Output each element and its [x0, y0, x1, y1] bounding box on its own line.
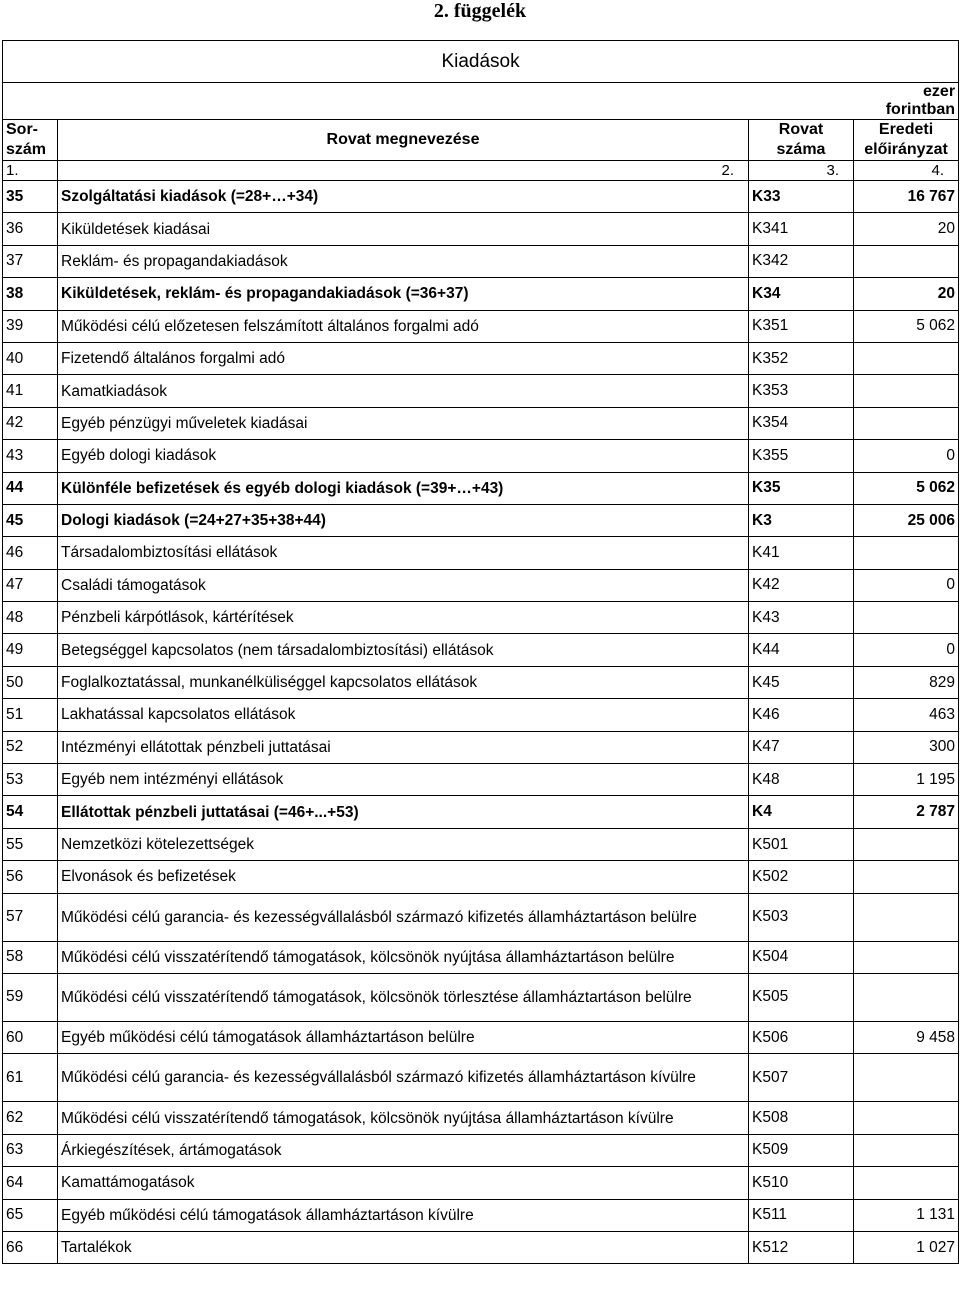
table-row	[3, 796, 959, 828]
row-value	[854, 407, 959, 439]
row-code: K354	[749, 407, 854, 439]
table-row	[3, 342, 959, 374]
table-row	[3, 602, 959, 634]
row-name: Reklám- és propagandakiadások	[58, 245, 749, 277]
table-row	[3, 1102, 959, 1134]
row-value	[854, 1102, 959, 1134]
column-number-3: 3.	[749, 161, 854, 181]
row-value	[854, 828, 959, 860]
row-code: K503	[749, 893, 854, 941]
table-row	[3, 828, 959, 860]
row-number: 45	[3, 504, 58, 536]
row-number: 37	[3, 245, 58, 277]
row-code: K504	[749, 941, 854, 973]
row-number: 56	[3, 861, 58, 893]
table-row	[3, 1199, 959, 1231]
row-value: 5 062	[854, 472, 959, 504]
row-name: Működési célú visszatérítendő támogatások, kölcsönök nyújtása államháztartáson belülre	[58, 941, 749, 973]
row-code: K41	[749, 537, 854, 569]
row-name: Működési célú garancia- és kezességvállalásból származó kifizetés államháztartáson kívülre	[58, 1054, 749, 1102]
row-number: 43	[3, 440, 58, 472]
column-number-1: 1.	[3, 161, 58, 181]
row-code: K342	[749, 245, 854, 277]
row-value	[854, 893, 959, 941]
table-row	[3, 1021, 959, 1053]
row-value	[854, 375, 959, 407]
row-name: Nemzetközi kötelezettségek	[58, 828, 749, 860]
row-name: Kiküldetések kiadásai	[58, 213, 749, 245]
row-name: Dologi kiadások (=24+27+35+38+44)	[58, 504, 749, 536]
row-number: 65	[3, 1199, 58, 1231]
row-number: 36	[3, 213, 58, 245]
header-rovat-szama-line1: Rovat	[778, 121, 824, 138]
table-row	[3, 181, 959, 213]
row-number: 49	[3, 634, 58, 666]
table-row	[3, 861, 959, 893]
table-row	[3, 245, 959, 277]
row-code: K48	[749, 764, 854, 796]
header-rovat-megnevezese: Rovat megnevezése	[58, 120, 749, 161]
header-rovat-szama-line2: száma	[776, 141, 826, 158]
row-code: K507	[749, 1054, 854, 1102]
row-value	[854, 1167, 959, 1199]
header-eredeti-eloiranyzat-line2: előirányzat	[864, 141, 948, 158]
row-number: 58	[3, 941, 58, 973]
table-row	[3, 504, 959, 536]
unit-label: ezer forintban	[854, 83, 959, 120]
header-rovat-szama	[749, 120, 854, 161]
row-value: 2 787	[854, 796, 959, 828]
row-number: 54	[3, 796, 58, 828]
row-code: K34	[749, 278, 854, 310]
row-value	[854, 973, 959, 1021]
row-value: 1 195	[854, 764, 959, 796]
row-name: Működési célú visszatérítendő támogatások, kölcsönök nyújtása államháztartáson kívülre	[58, 1102, 749, 1134]
row-value: 16 767	[854, 181, 959, 213]
row-value: 9 458	[854, 1021, 959, 1053]
table-row	[3, 731, 959, 763]
row-number: 55	[3, 828, 58, 860]
row-name: Árkiegészítések, ártámogatások	[58, 1134, 749, 1166]
row-code: K355	[749, 440, 854, 472]
table-row	[3, 375, 959, 407]
header-eredeti-eloiranyzat	[854, 120, 959, 161]
row-code: K44	[749, 634, 854, 666]
row-value: 300	[854, 731, 959, 763]
row-code: K508	[749, 1102, 854, 1134]
row-number: 52	[3, 731, 58, 763]
table-row	[3, 699, 959, 731]
header-sorszam-line1: Sor-	[6, 121, 38, 138]
row-value: 1 027	[854, 1231, 959, 1263]
row-number: 66	[3, 1231, 58, 1263]
header-sorszam	[3, 120, 58, 161]
row-code: K509	[749, 1134, 854, 1166]
row-value: 25 006	[854, 504, 959, 536]
row-value: 0	[854, 440, 959, 472]
row-number: 42	[3, 407, 58, 439]
row-value: 5 062	[854, 310, 959, 342]
row-value	[854, 1134, 959, 1166]
row-code: K510	[749, 1167, 854, 1199]
table-row	[3, 310, 959, 342]
row-code: K511	[749, 1199, 854, 1231]
row-number: 46	[3, 537, 58, 569]
row-name: Kamatkiadások	[58, 375, 749, 407]
row-value: 829	[854, 666, 959, 698]
row-name: Foglalkoztatással, munkanélküliséggel kapcsolatos ellátások	[58, 666, 749, 698]
row-code: K46	[749, 699, 854, 731]
table-row	[3, 1231, 959, 1263]
row-name: Egyéb működési célú támogatások államháztartáson kívülre	[58, 1199, 749, 1231]
row-number: 61	[3, 1054, 58, 1102]
row-name: Tartalékok	[58, 1231, 749, 1263]
row-name: Pénzbeli kárpótlások, kártérítések	[58, 602, 749, 634]
header-eredeti-eloiranyzat-line1: Eredeti	[878, 121, 934, 138]
row-number: 50	[3, 666, 58, 698]
row-number: 47	[3, 569, 58, 601]
table-row	[3, 569, 959, 601]
column-number-2: 2.	[58, 161, 749, 181]
row-number: 51	[3, 699, 58, 731]
row-name: Kiküldetések, reklám- és propagandakiadások (=36+37)	[58, 278, 749, 310]
row-name: Társadalombiztosítási ellátások	[58, 537, 749, 569]
row-code: K3	[749, 504, 854, 536]
row-name: Intézményi ellátottak pénzbeli juttatásai	[58, 731, 749, 763]
table-row	[3, 1054, 959, 1102]
row-name: Fizetendő általános forgalmi adó	[58, 342, 749, 374]
row-value: 20	[854, 278, 959, 310]
row-code: K33	[749, 181, 854, 213]
row-name: Egyéb nem intézményi ellátások	[58, 764, 749, 796]
table-row	[3, 634, 959, 666]
row-code: K505	[749, 973, 854, 1021]
row-name: Különféle befizetések és egyéb dologi kiadások (=39+…+43)	[58, 472, 749, 504]
row-code: K4	[749, 796, 854, 828]
row-code: K47	[749, 731, 854, 763]
row-number: 64	[3, 1167, 58, 1199]
row-value	[854, 1054, 959, 1102]
table-row	[3, 666, 959, 698]
row-name: Működési célú visszatérítendő támogatások, kölcsönök törlesztése államháztartáson belülre	[58, 973, 749, 1021]
row-name: Betegséggel kapcsolatos (nem társadalombiztosítási) ellátások	[58, 634, 749, 666]
row-number: 62	[3, 1102, 58, 1134]
row-code: K341	[749, 213, 854, 245]
row-number: 60	[3, 1021, 58, 1053]
table-row	[3, 537, 959, 569]
row-name: Működési célú garancia- és kezességvállalásból származó kifizetés államháztartáson belülre	[58, 893, 749, 941]
row-name: Egyéb pénzügyi műveletek kiadásai	[58, 407, 749, 439]
unit-row	[3, 83, 959, 120]
row-code: K512	[749, 1231, 854, 1263]
row-code: K502	[749, 861, 854, 893]
table-row	[3, 213, 959, 245]
table-row	[3, 1134, 959, 1166]
column-number-row	[3, 161, 959, 181]
table-row	[3, 1167, 959, 1199]
row-number: 59	[3, 973, 58, 1021]
table-row	[3, 407, 959, 439]
row-code: K506	[749, 1021, 854, 1053]
row-value: 0	[854, 634, 959, 666]
table-row	[3, 893, 959, 941]
row-number: 35	[3, 181, 58, 213]
row-number: 53	[3, 764, 58, 796]
unit-spacer	[3, 83, 854, 120]
row-name: Lakhatással kapcsolatos ellátások	[58, 699, 749, 731]
row-name: Működési célú előzetesen felszámított általános forgalmi adó	[58, 310, 749, 342]
table-row	[3, 278, 959, 310]
row-value: 20	[854, 213, 959, 245]
column-number-4: 4.	[854, 161, 959, 181]
row-code: K501	[749, 828, 854, 860]
expenditure-table	[2, 40, 959, 1264]
row-code: K35	[749, 472, 854, 504]
row-number: 39	[3, 310, 58, 342]
row-name: Egyéb dologi kiadások	[58, 440, 749, 472]
table-row	[3, 973, 959, 1021]
row-number: 41	[3, 375, 58, 407]
row-name: Elvonások és befizetések	[58, 861, 749, 893]
row-code: K45	[749, 666, 854, 698]
table-title: Kiadások	[3, 41, 959, 83]
table-body	[3, 41, 959, 1264]
table-row	[3, 941, 959, 973]
table-title-row	[3, 41, 959, 83]
row-code: K353	[749, 375, 854, 407]
row-value	[854, 537, 959, 569]
row-value: 1 131	[854, 1199, 959, 1231]
row-code: K352	[749, 342, 854, 374]
row-value	[854, 342, 959, 374]
row-number: 44	[3, 472, 58, 504]
row-number: 48	[3, 602, 58, 634]
row-number: 40	[3, 342, 58, 374]
header-sorszam-line2: szám	[6, 141, 47, 158]
row-value	[854, 602, 959, 634]
row-name: Családi támogatások	[58, 569, 749, 601]
table-row	[3, 440, 959, 472]
table-row	[3, 764, 959, 796]
header-row	[3, 120, 959, 161]
row-code: K43	[749, 602, 854, 634]
row-number: 63	[3, 1134, 58, 1166]
row-value: 0	[854, 569, 959, 601]
row-number: 38	[3, 278, 58, 310]
row-number: 57	[3, 893, 58, 941]
row-value	[854, 941, 959, 973]
row-code: K42	[749, 569, 854, 601]
row-value	[854, 245, 959, 277]
row-code: K351	[749, 310, 854, 342]
row-value: 463	[854, 699, 959, 731]
row-name: Egyéb működési célú támogatások államháztartáson belülre	[58, 1021, 749, 1053]
row-name: Kamattámogatások	[58, 1167, 749, 1199]
row-value	[854, 861, 959, 893]
table-row	[3, 472, 959, 504]
row-name: Ellátottak pénzbeli juttatásai (=46+...+53)	[58, 796, 749, 828]
row-name: Szolgáltatási kiadások (=28+…+34)	[58, 181, 749, 213]
appendix-title: 2. függelék	[433, 0, 527, 22]
